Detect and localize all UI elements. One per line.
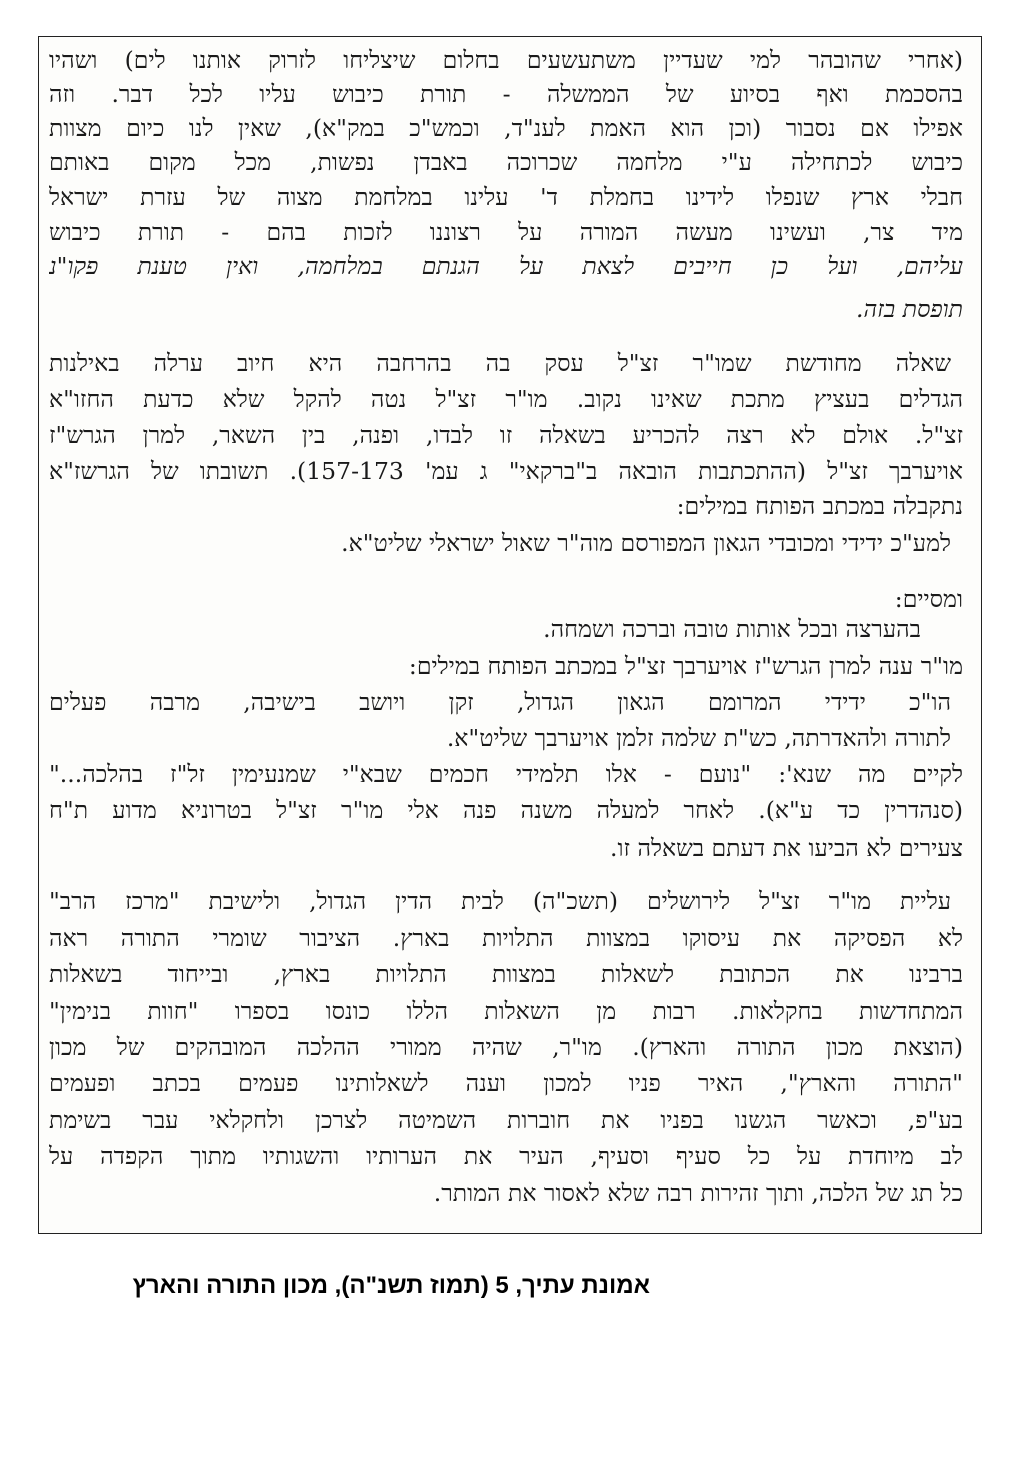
text-line: בהסכמת ואף בסיוע של הממשלה - תורת כיבוש עליו לכל דבר. וזה bbox=[49, 80, 963, 108]
text-line: לא הפסיקה את עיסוקו במצוות התלויות בארץ. הציבור שומרי התורה ראה bbox=[49, 924, 963, 952]
text-line: כיבוש לכתחילה ע"י מלחמה שכרוכה באבדן נפשות, מכל מקום באותם bbox=[49, 148, 963, 176]
text-line: תופסת בזה. bbox=[856, 295, 963, 323]
text-line: צעירים לא הביעו את דעתם בשאלה זו. bbox=[609, 834, 963, 862]
text-line: עליהם, ועל כן חייבים לצאת על הגנתם במלחמה, ואין טענת פקו"נ bbox=[49, 252, 963, 280]
text-line: נתקבלה במכתב הפותח במילים: bbox=[676, 492, 963, 520]
scanned-page bbox=[38, 36, 982, 1234]
quote-line: הו"כ ידידי המרומם הגאון הגדול, זקן ויושב בישיבה, מרבה פעלים bbox=[49, 688, 951, 716]
text-line: לב מיוחדת על כל סעיף וסעיף, העיר את הערותיו והשגותיו מתוך הקפדה על bbox=[49, 1142, 963, 1170]
source-caption: אמונת עתיך, 5 (תמוז תשנ"ה), מכון התורה והארץ bbox=[132, 1272, 650, 1299]
quote-line: למע"כ ידידי ומכובדי הגאון המפורסם מוה"ר שאול ישראלי שליט"א. bbox=[341, 529, 951, 557]
text-line: "התורה והארץ", האיר פניו למכון וענה לשאלותינו פעמים בכתב ופעמים bbox=[49, 1069, 963, 1097]
text-line: ברבינו את הכתובת לשאלות במצוות התלויות בארץ, ובייחוד בשאלות bbox=[49, 960, 963, 988]
text-line: לקיים מה שנא': "נועם - אלו תלמידי חכמים שבא"י שמנעימין זל"ז בהלכה..." bbox=[49, 760, 963, 788]
text-line: המתחדשות בחקלאות. רבות מן השאלות הללו כונסו בספרו "חוות בנימין" bbox=[49, 997, 963, 1025]
text-line: חבלי ארץ שנפלו לידינו בחמלת ד' עלינו במלחמת מצוה של עזרת ישראל bbox=[49, 183, 963, 211]
text-line: בע"פ, וכאשר הגשנו בפניו את חוברות השמיטה לצרכן ולחקלאי עבר בשימת bbox=[49, 1106, 963, 1134]
text-line: (סנהדרין כד ע"א). לאחר למעלה משנה פנה אלי מו"ר זצ"ל בטרוניא מדוע ת"ח bbox=[49, 796, 963, 824]
quote-line: לתורה ולהאדרתה, כש"ת שלמה זלמן אויערבך שליט"א. bbox=[446, 724, 951, 752]
text-line: אויערבך זצ"ל (ההתכתבות הובאה ב"ברקאי" ג עמ' 157-173). תשובתו של הגרשז"א bbox=[49, 457, 963, 485]
text-line: הגדלים בעציץ מתכת שאינו נקוב. מו"ר זצ"ל נטה להקל שלא כדעת החזו"א bbox=[49, 385, 963, 413]
text-line: (אחרי שהובהר למי שעדיין משתעשעים בחלום שיצליחו לזרוק אותנו לים) ושהיו bbox=[49, 46, 963, 74]
text-line: כל תג של הלכה, ותוך זהירות רבה שלא לאסור את המותר. bbox=[433, 1179, 963, 1207]
text-line: ומסיים: bbox=[894, 585, 963, 613]
text-line: אפילו אם נסבור (וכן הוא האמת לענ"ד, וכמש"כ במק"א), שאין לנו כיום מצוות bbox=[49, 114, 963, 142]
text-line: (הוצאת מכון התורה והארץ). מו"ר, שהיה ממורי ההלכה המובהקים של מכון bbox=[49, 1033, 963, 1061]
text-line: שאלה מחודשת שמו"ר זצ"ל עסק בה בהרחבה היא חיוב ערלה באילנות bbox=[49, 349, 951, 377]
text-line: מו"ר ענה למרן הגרש"ז אויערבך זצ"ל במכתב הפותח במילים: bbox=[408, 652, 963, 680]
text-line: מיד צר, ועשינו מעשה המורה על רצוננו לזכות בהם - תורת כיבוש bbox=[49, 218, 963, 246]
text-line: זצ"ל. אולם לא רצה להכריע בשאלה זו לבדו, ופנה, בין השאר, למרן הגרש"ז bbox=[49, 421, 963, 449]
quote-line: בהערצה ובכל אותות טובה וברכה ושמחה. bbox=[543, 615, 921, 643]
text-line: עליית מו"ר זצ"ל לירושלים (תשכ"ה) לבית הדין הגדול, ולישיבת "מרכז הרב" bbox=[49, 887, 951, 915]
